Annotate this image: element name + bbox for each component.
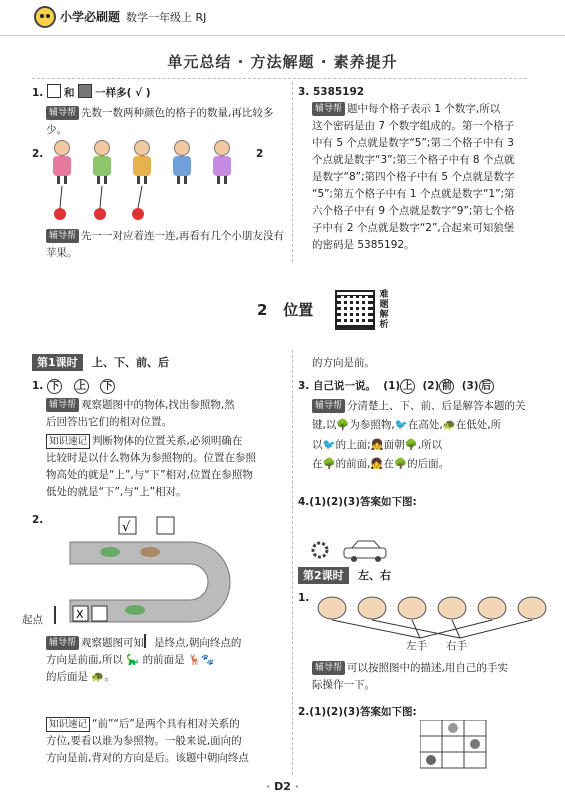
help-line: 的前面是 — [142, 654, 185, 666]
left-hand-label: 左手 — [406, 640, 427, 652]
bird-icon: 🐦 — [394, 419, 408, 432]
help-line: ,所以 — [417, 438, 443, 451]
q3-line: 子中有 2 个点就是数字“2”,合起来可知狼堡 — [312, 222, 515, 234]
l1-q1-number: 1. — [32, 380, 44, 392]
q1-answer: 一样多( √ ) — [95, 87, 151, 99]
start-label: 起点 — [22, 614, 43, 626]
q3-line: 中有 5 个点就是数字“5”;第二个格子中有 3 — [312, 137, 514, 149]
q3-line: “5”;第五个格子中有 1 个点就是数字“1”;第 — [312, 188, 515, 200]
q1-help-text: 先数一数两种颜色的格子的数量,再比较多少。 — [46, 107, 274, 136]
chapter-heading — [257, 298, 313, 322]
grade-label: 数学一年级上 RJ — [126, 11, 207, 24]
mascot-icon — [34, 6, 56, 28]
q1-number: 1. — [32, 87, 44, 99]
note-line: 方向是前,背对的方向是后。该题中朝向终点 — [46, 752, 249, 764]
answer-circle: 下 — [47, 379, 62, 394]
help-line: 的后面是 — [46, 671, 88, 683]
help-line: 在 — [383, 458, 394, 471]
brand-title: 小学必刷题 — [60, 10, 121, 24]
help-tag: 辅导帮 — [312, 102, 345, 116]
finish-flag-icon — [144, 634, 154, 648]
l2-q1-number: 1. — [298, 592, 310, 604]
answer-circle: 上 — [400, 379, 415, 394]
q2-help-text: 先一一对应着连一连,再看有几个小朋友没有苹果。 — [46, 230, 284, 259]
help-line: 方向是前面,所以 — [46, 654, 123, 666]
r-q3-help — [312, 397, 556, 475]
answer-circle: 前 — [439, 379, 454, 394]
note-line: 判断物体的位置关系,必须明确在 — [92, 435, 243, 447]
help-line: 际操作一下。 — [312, 679, 375, 691]
r-q3-line — [298, 378, 494, 395]
r-q3-text: 自己说一说。 — [312, 380, 376, 392]
help-line: 在高处, — [407, 419, 443, 432]
help-line: 分清楚上、下、前、后是解答本题的关 — [347, 400, 526, 412]
help-tag: 辅导帮 — [46, 229, 79, 243]
q3-number: 3. — [298, 86, 310, 98]
q3-line: 这个密码是由 7 个数字组成的。第一个格子 — [312, 120, 515, 132]
track-illustration — [40, 512, 240, 630]
animal-icon: 🐾 — [201, 654, 215, 666]
r-q3-number: 3. — [298, 380, 310, 392]
l1-q2-number: 2. — [32, 514, 44, 526]
gear-and-car-figure — [310, 538, 420, 562]
note-line: 方位,要看以谁为参照物。一般来说,面向的 — [46, 735, 242, 747]
bird-icon: 🐦 — [322, 438, 336, 451]
animal-icon: 🦌 — [187, 654, 202, 666]
lesson2-heading — [298, 567, 391, 585]
chapter-number: 2 — [257, 301, 268, 319]
help-tag: 辅导帮 — [312, 399, 345, 413]
l2-q2-answer: 2.(1)(2)(3)答案如下图: — [298, 706, 417, 718]
tree-icon: 🌳 — [404, 438, 418, 451]
help-line: 的后面。 — [407, 458, 450, 471]
white-square-icon — [47, 84, 61, 98]
lesson-badge: 第2课时 — [298, 567, 349, 584]
q3-line: 六个格子中有 9 个点就是数字“9”;第七个格 — [312, 205, 515, 217]
q3-heading — [298, 84, 364, 101]
animal-icon: 🐢 — [91, 671, 105, 683]
q3-line: 是数字“8”;第四个格子中有 5 个点就是数字 — [312, 171, 515, 183]
help-tag: 辅导帮 — [46, 398, 79, 412]
help-line: 。 — [104, 671, 115, 683]
apple-icon — [54, 208, 66, 220]
lesson-badge: 第1课时 — [32, 354, 83, 371]
help-line: 是终点,朝向终点的 — [154, 637, 242, 649]
help-line: 可以按照图中的描述,用自己的手实 — [347, 662, 508, 674]
divider — [32, 78, 527, 79]
match-lines — [50, 140, 250, 225]
note-line: 比较时是以什么物体为参照物的。位置在参照 — [46, 452, 256, 464]
knowledge-tag: 知识速记 — [46, 717, 90, 732]
apple-icon — [132, 208, 144, 220]
note-line: “前”“后”是两个具有相对关系的 — [92, 718, 240, 730]
q3-line: 的密码是 5385192。 — [312, 239, 415, 251]
l2-help — [312, 660, 556, 694]
knowledge-note-2 — [46, 716, 286, 767]
answer-circle: 上 — [74, 379, 89, 394]
answer-circle: 下 — [100, 379, 115, 394]
help-line: 为参照物, — [349, 419, 395, 432]
help-tag: 辅导帮 — [312, 661, 345, 675]
help-line: 后回答出它们的相对位置。 — [46, 416, 172, 428]
note-line: 物高处的就是“上”,与“下”相对,位置在参照物 — [46, 469, 253, 481]
answer-circle: 后 — [479, 379, 494, 394]
q2-help — [46, 228, 286, 262]
tree-icon: 🌳 — [394, 458, 408, 471]
svg-text:√: √ — [122, 520, 131, 535]
help-line: 在 — [312, 458, 323, 471]
note-line: 低处的就是“下”,与“上”相对。 — [46, 486, 187, 498]
kids-apples-illustration — [50, 140, 250, 225]
tree-icon: 🌳 — [336, 419, 350, 432]
help-line: 以 — [312, 438, 323, 451]
child-icon: 👧 — [370, 438, 384, 451]
l1-q2-help — [46, 634, 286, 686]
q2-answer: 2 — [256, 148, 264, 160]
help-line: 的上面; — [335, 438, 371, 451]
q3-line: 个点就是数字“3”;第三个格子中有 8 个点就 — [312, 154, 515, 166]
help-line: 面朝 — [383, 438, 405, 451]
continuation-text: 的方向是前。 — [312, 357, 375, 369]
help-line: 键,以 — [312, 419, 337, 432]
help-tag: 辅导帮 — [46, 106, 79, 120]
q3-answer: 5385192 — [312, 86, 365, 98]
column-divider — [292, 350, 293, 775]
page-number-text: D2 — [274, 780, 291, 793]
grid-answer-figure — [420, 720, 490, 772]
knowledge-note-1 — [46, 433, 286, 501]
child-icon: 👧 — [370, 458, 384, 471]
l1-q1-line — [32, 378, 115, 395]
lesson-title: 上、下、前、后 — [92, 356, 169, 369]
q1-line — [32, 84, 151, 102]
gray-square-icon — [78, 84, 92, 98]
help-line: 的前面, — [335, 458, 371, 471]
column-divider — [292, 82, 293, 262]
q1-help — [46, 105, 282, 139]
q2-number: 2. — [32, 148, 44, 160]
l1-q1-help — [46, 397, 286, 431]
sub-number: (3) — [461, 380, 479, 392]
help-tag: 辅导帮 — [46, 636, 79, 650]
q1-and: 和 — [63, 87, 75, 99]
q3-line: 题中每个格子表示 1 个数字,所以 — [347, 103, 501, 115]
sub-number: (2) — [422, 380, 440, 392]
r-q4-answer: 4.(1)(2)(3)答案如下图: — [298, 496, 417, 508]
help-line: 观察题图可知 — [81, 637, 145, 649]
q3-help — [312, 101, 552, 254]
qr-label: 难题解析 — [379, 290, 389, 330]
page-number: · D2 · — [266, 780, 299, 793]
turtle-icon: 🐢 — [442, 419, 456, 432]
lesson1-heading — [32, 354, 169, 372]
knowledge-tag: 知识速记 — [46, 434, 90, 449]
chapter-title: 位置 — [283, 301, 314, 319]
tree-icon: 🌳 — [322, 458, 336, 471]
qr-code[interactable] — [335, 290, 375, 330]
section-title: 单元总结 · 方法解题 · 素养提升 — [167, 53, 398, 71]
page-header — [0, 0, 565, 36]
apple-icon — [94, 208, 106, 220]
animal-icon: 🦕 — [126, 654, 140, 666]
sub-number: (1) — [383, 380, 401, 392]
lesson-title: 左、右 — [358, 569, 391, 582]
svg-text:X: X — [76, 608, 84, 621]
help-line: 观察题图中的物体,找出参照物,然 — [81, 399, 235, 411]
help-line: 在低处,所 — [455, 419, 502, 432]
right-hand-label: 右手 — [446, 640, 467, 652]
hands-matching-figure — [310, 590, 550, 650]
